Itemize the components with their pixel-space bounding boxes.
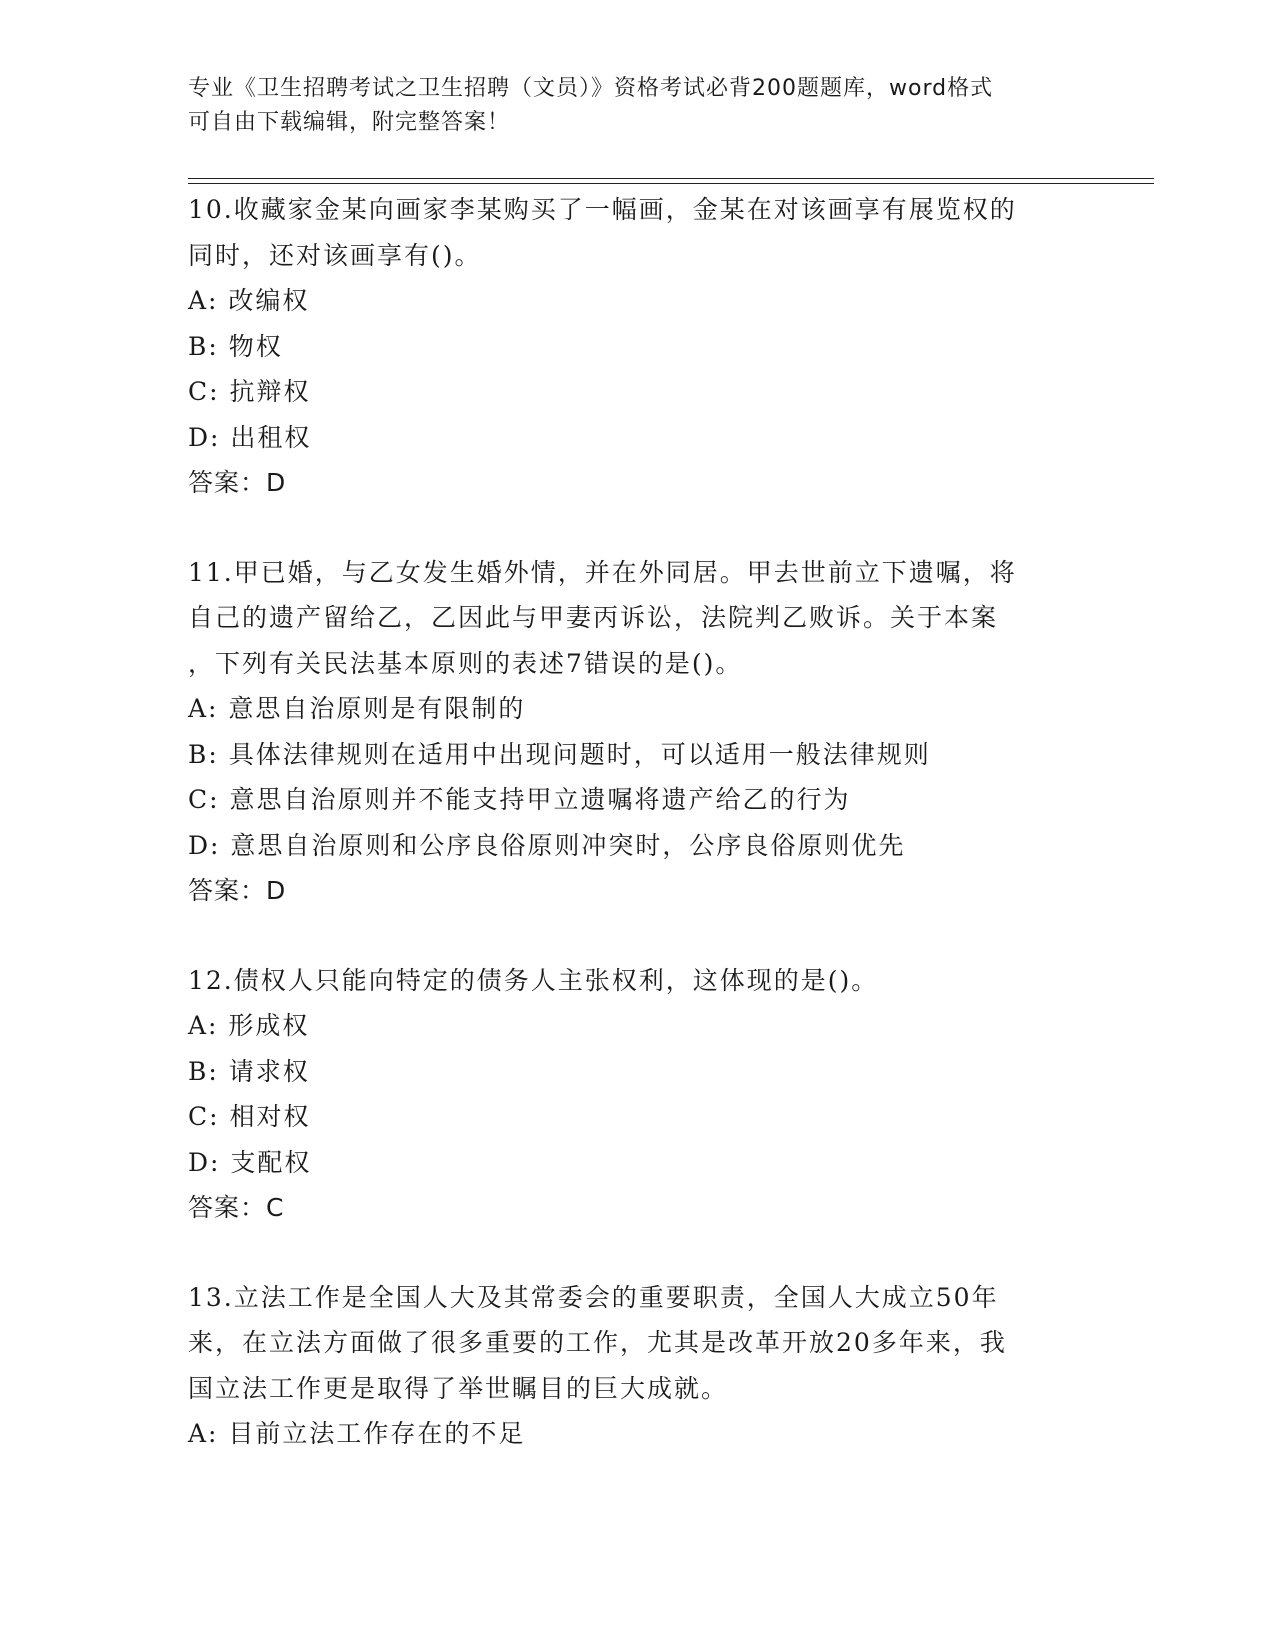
question-12 [188, 958, 1088, 1231]
document-header [188, 72, 1088, 140]
question-stem-line: 13.立法工作是全国人大及其常委会的重要职责，全国人大成立50年 [188, 1282, 999, 1312]
option-c: C: 抗辩权 [188, 377, 311, 406]
option-b: B: 请求权 [188, 1056, 310, 1086]
question-stem-line: 来，在立法方面做了很多重要的工作，尤其是改革开放20多年来，我 [188, 1328, 1007, 1357]
header-divider-bottom [188, 183, 1154, 184]
question-stem-line: 国立法工作更是取得了举世瞩目的巨大成就。 [188, 1373, 729, 1403]
header-line-2: 可自由下载编辑，附完整答案！ [188, 110, 511, 135]
option-d: D: 支配权 [188, 1147, 312, 1177]
option-b: B: 具体法律规则在适用中出现问题时，可以适用一般法律规则 [188, 739, 931, 769]
header-divider-top [188, 178, 1154, 179]
question-stem-line: 11.甲已婚，与乙女发生婚外情，并在外同居。甲去世前立下遗嘱，将 [188, 557, 1017, 587]
answer-label: 答案：D [188, 876, 287, 905]
question-stem-line: 12.债权人只能向特定的债务人主张权利，这体现的是()。 [188, 965, 879, 995]
question-stem-line: 同时，还对该画享有()。 [188, 240, 482, 270]
question-11 [188, 550, 1088, 914]
option-a: A: 形成权 [188, 1011, 310, 1040]
question-stem-line: 10.收藏家金某向画家李某购买了一幅画，金某在对该画享有展览权的 [188, 195, 1017, 224]
option-b: B: 物权 [188, 331, 283, 361]
question-list [188, 187, 1088, 1501]
option-a: A: 目前立法工作存在的不足 [188, 1419, 526, 1448]
answer-label: 答案：C [188, 1193, 285, 1222]
question-stem-line: ，下列有关民法基本原则的表述7错误的是()。 [188, 648, 743, 678]
header-line-1: 专业《卫生招聘考试之卫生招聘（文员）》资格考试必背200题题库，word格式 [188, 76, 994, 101]
question-13 [188, 1275, 1088, 1457]
option-c: C: 相对权 [188, 1102, 311, 1131]
option-d: D: 出租权 [188, 422, 312, 452]
option-a: A: 意思自治原则是有限制的 [188, 694, 526, 723]
option-d: D: 意思自治原则和公序良俗原则冲突时，公序良俗原则优先 [188, 830, 906, 860]
question-stem-line: 自己的遗产留给乙，乙因此与甲妻丙诉讼，法院判乙败诉。关于本案 [188, 603, 999, 632]
option-c: C: 意思自治原则并不能支持甲立遗嘱将遗产给乙的行为 [188, 785, 851, 814]
option-a: A: 改编权 [188, 286, 310, 315]
question-10 [188, 187, 1088, 506]
answer-label: 答案：D [188, 468, 287, 497]
